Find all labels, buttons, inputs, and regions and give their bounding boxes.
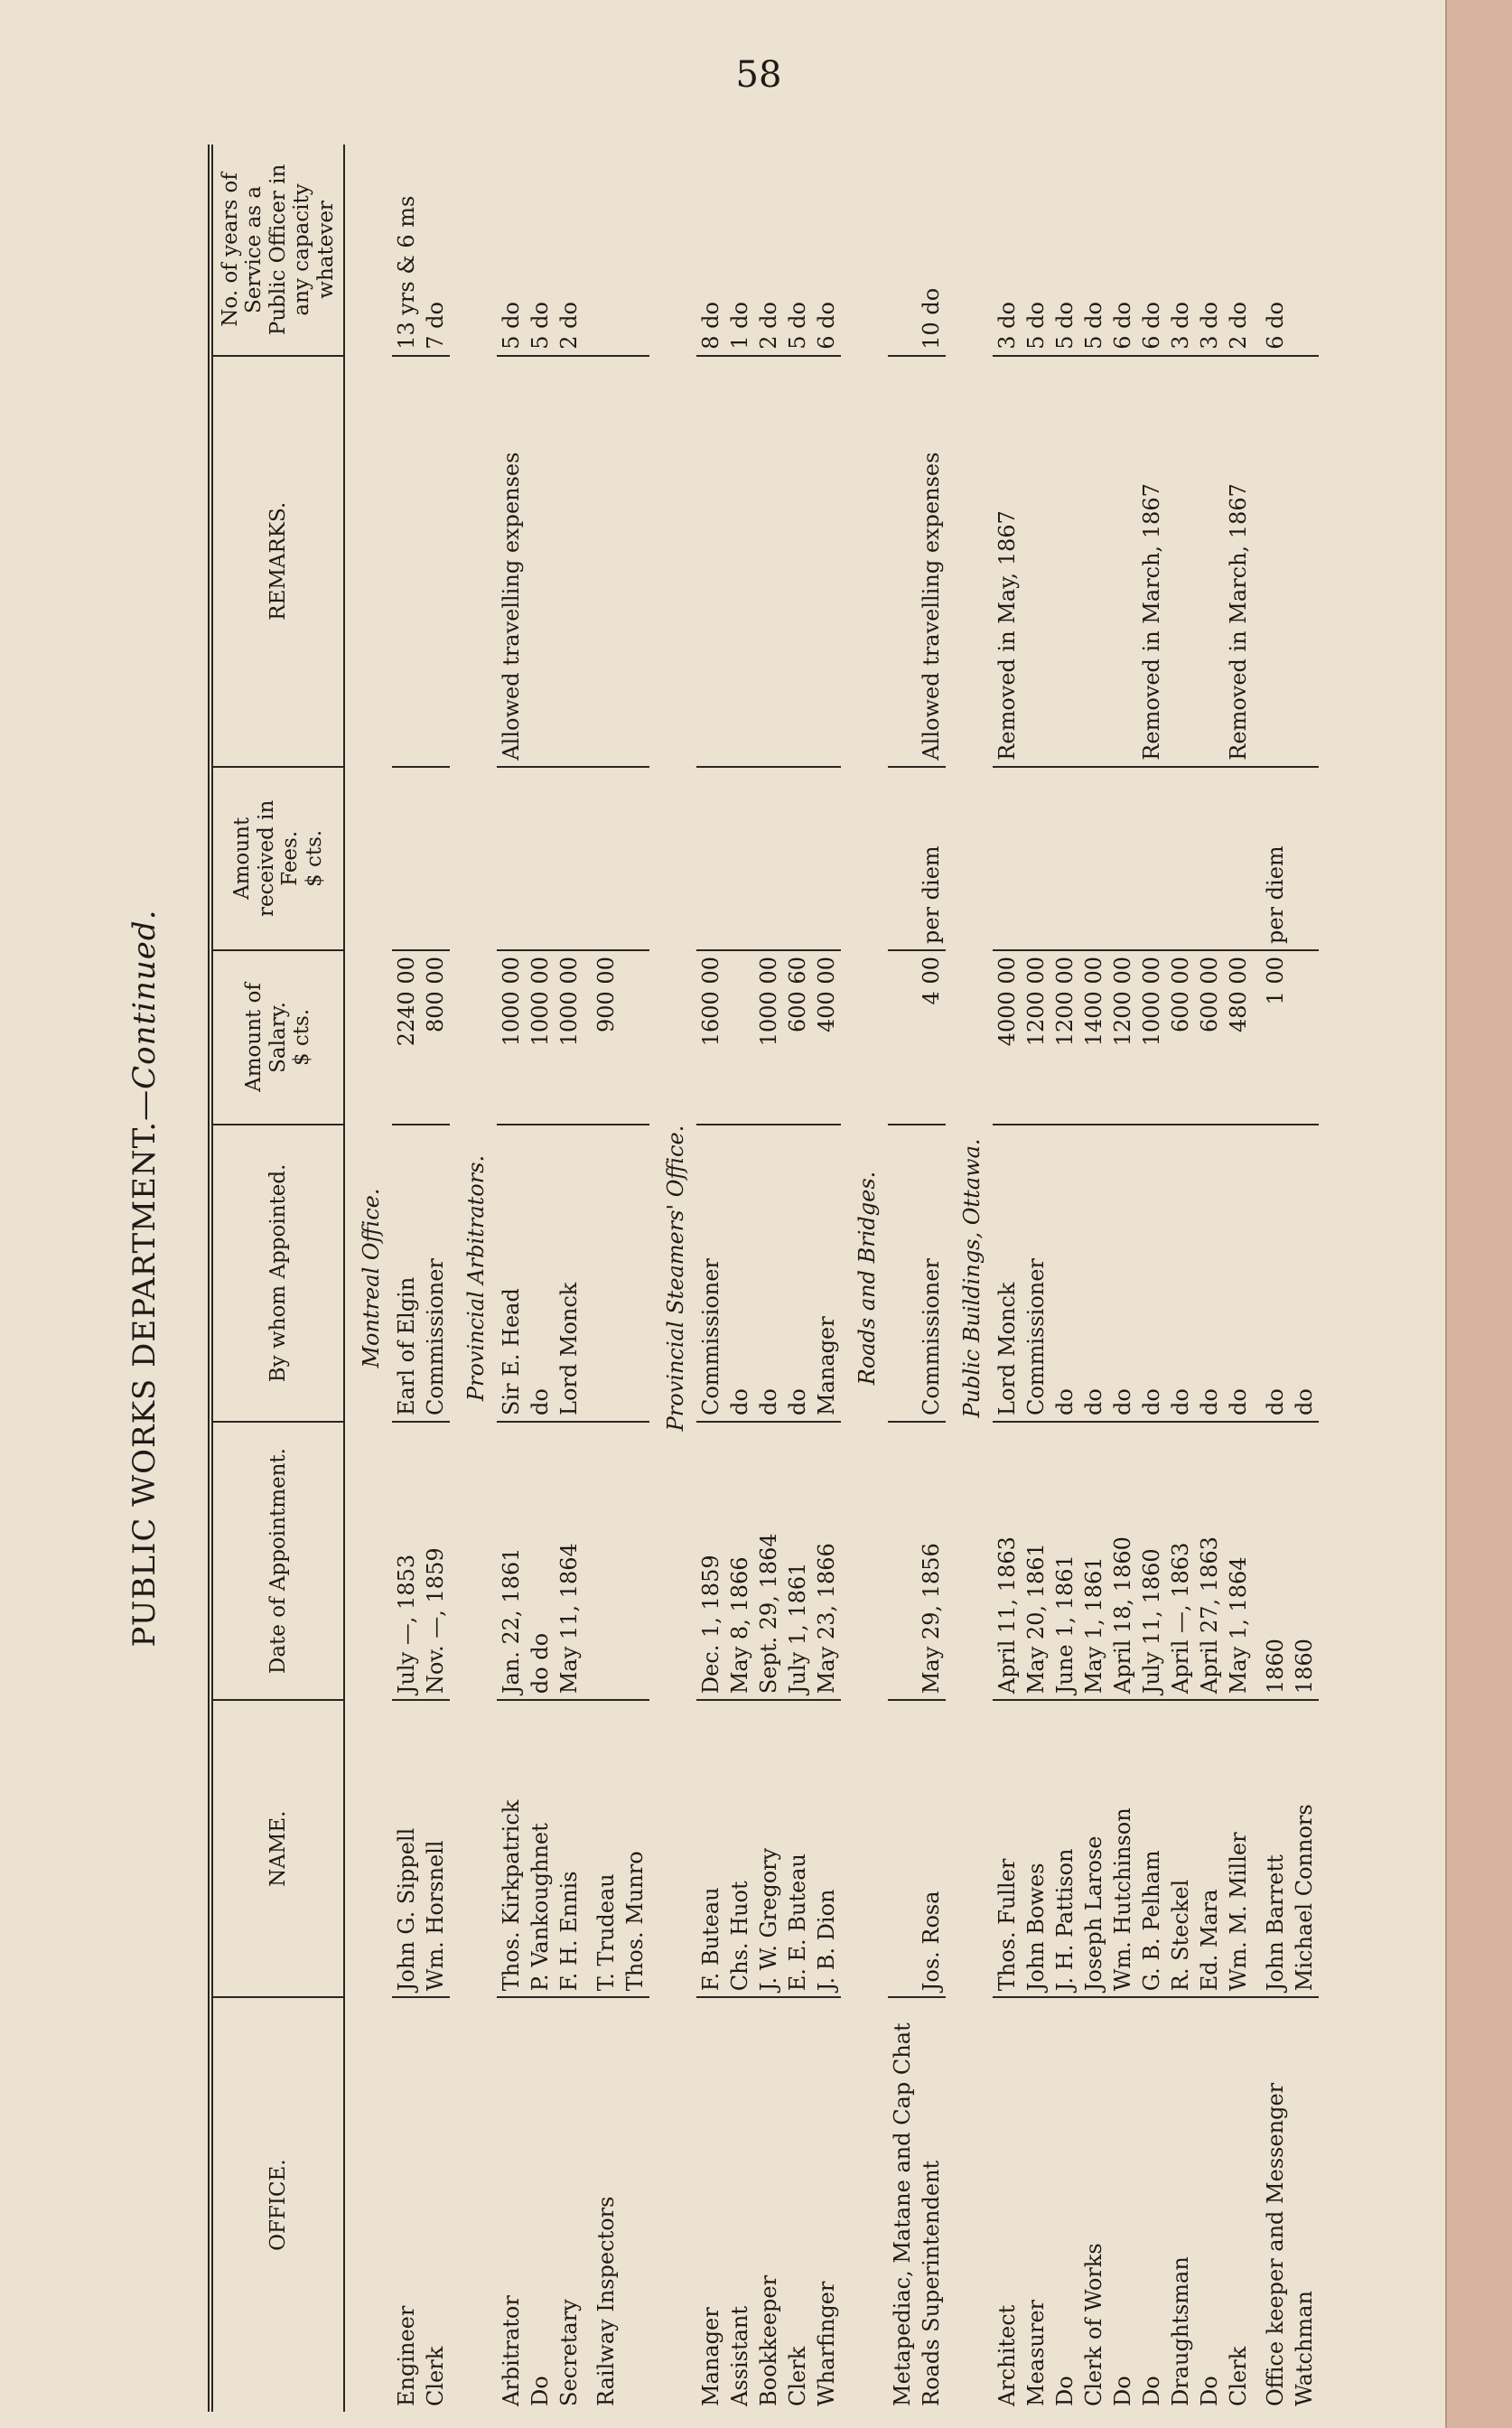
cell-name: R. Steckel bbox=[1166, 1700, 1195, 1997]
cell-by-whom bbox=[583, 1125, 621, 1422]
cell-salary: 1000 00 bbox=[1137, 950, 1166, 1125]
cell-by-whom: do bbox=[754, 1125, 783, 1422]
cell-years: 7 do bbox=[423, 302, 449, 350]
cell-office: Watchman bbox=[1290, 1997, 1319, 2412]
cell-fees bbox=[754, 767, 783, 950]
cell-remarks bbox=[1253, 356, 1290, 767]
cell-fees bbox=[888, 767, 917, 950]
table-row bbox=[1137, 145, 1166, 2412]
cell-years: 2 do bbox=[756, 302, 782, 350]
table-row bbox=[583, 145, 621, 2412]
cell-fees bbox=[783, 767, 812, 950]
cell-name: Wm. Hutchinson bbox=[1108, 1700, 1137, 1997]
cell-office: Assistant bbox=[725, 1997, 754, 2412]
cell-years: 2 do bbox=[556, 302, 583, 350]
cell-name: J. W. Gregory bbox=[754, 1700, 783, 1997]
header-salary bbox=[210, 950, 344, 1125]
header-fees bbox=[210, 767, 344, 950]
cell-remarks bbox=[888, 356, 917, 767]
table-row bbox=[1224, 145, 1253, 2412]
cell-fees bbox=[621, 767, 649, 950]
cell-salary: 1200 00 bbox=[1050, 950, 1079, 1125]
cell-by-whom: do bbox=[526, 1125, 555, 1422]
cell-name: John Barrett bbox=[1253, 1700, 1290, 1997]
cell-years: 5 do bbox=[1052, 302, 1078, 350]
cell-name: John G. Sippell bbox=[392, 1700, 421, 1997]
section-heading: Montreal Office. bbox=[359, 1188, 385, 1368]
cell-years: 3 do bbox=[1168, 302, 1194, 350]
cell-by-whom: Lord Monck bbox=[993, 1125, 1022, 1422]
cell-salary: 1000 00 bbox=[497, 950, 526, 1125]
section-heading: Roads and Bridges. bbox=[854, 1171, 881, 1386]
cell-by-whom: Sir E. Head bbox=[497, 1125, 526, 1422]
cell-by-whom bbox=[621, 1125, 649, 1422]
cell-fees bbox=[555, 767, 583, 950]
cell-name: J. B. Dion bbox=[812, 1700, 841, 1997]
header-fees-units: $ cts. bbox=[302, 829, 326, 887]
cell-remarks bbox=[1050, 356, 1079, 767]
cell-date bbox=[888, 1422, 917, 1700]
cell-remarks bbox=[812, 356, 841, 767]
cell-salary: 2240 00 bbox=[392, 950, 421, 1125]
cell-office: Clerk bbox=[421, 1997, 450, 2412]
cell-office: Secretary bbox=[555, 1997, 583, 2412]
cell-fees bbox=[1166, 767, 1195, 950]
cell-remarks bbox=[725, 356, 754, 767]
cell-years: 1 do bbox=[727, 302, 753, 350]
cell-name: G. B. Pelham bbox=[1137, 1700, 1166, 1997]
header-row bbox=[210, 145, 344, 2412]
cell-remarks bbox=[1195, 356, 1224, 767]
cell-years bbox=[621, 145, 649, 356]
cell-date: April —, 1863 bbox=[1166, 1422, 1195, 1700]
cell-salary bbox=[725, 950, 754, 1125]
table-body bbox=[344, 145, 1319, 2412]
cell-years: 6 do bbox=[1139, 302, 1165, 350]
table-row bbox=[526, 145, 555, 2412]
cell-years bbox=[1290, 145, 1319, 356]
section-heading-row bbox=[946, 145, 993, 2412]
cell-name: P. Vankoughnet bbox=[526, 1700, 555, 1997]
table-row bbox=[754, 145, 783, 2412]
table-row bbox=[421, 145, 450, 2412]
table-row bbox=[725, 145, 754, 2412]
cell-salary: 400 00 bbox=[812, 950, 841, 1125]
cell-office bbox=[621, 1997, 649, 2412]
cell-years: 5 do bbox=[1081, 302, 1107, 350]
section-heading: Public Buildings, Ottawa. bbox=[959, 1138, 985, 1418]
cell-by-whom: do bbox=[1224, 1125, 1253, 1422]
cell-years: 13 yrs & 6 ms bbox=[394, 195, 420, 350]
table-row bbox=[1290, 145, 1319, 2412]
cell-office: Clerk bbox=[1224, 1997, 1253, 2412]
cell-fees bbox=[1050, 767, 1079, 950]
cell-office: Office keeper and Messenger bbox=[1253, 1997, 1290, 2412]
cell-years: 6 do bbox=[1263, 302, 1289, 350]
cell-salary bbox=[621, 950, 649, 1125]
page-title bbox=[126, 145, 181, 2412]
table-row bbox=[917, 145, 946, 2412]
cell-years bbox=[583, 145, 621, 356]
cell-by-whom: do bbox=[1137, 1125, 1166, 1422]
cell-remarks: Removed in March, 1867 bbox=[1137, 356, 1166, 767]
cell-years: 10 do bbox=[919, 287, 945, 350]
cell-remarks: Allowed travelling expenses bbox=[497, 356, 526, 767]
table-row bbox=[1166, 145, 1195, 2412]
cell-years: 3 do bbox=[994, 302, 1021, 350]
cell-name: T. Trudeau bbox=[583, 1700, 621, 1997]
cell-office: Do bbox=[1050, 1997, 1079, 2412]
cell-name: Wm. Horsnell bbox=[421, 1700, 450, 1997]
section-heading: Provincial Arbitrators. bbox=[463, 1154, 490, 1402]
cell-name: F. H. Ennis bbox=[555, 1700, 583, 1997]
cell-remarks bbox=[621, 356, 649, 767]
cell-salary: 800 00 bbox=[421, 950, 450, 1125]
header-office: OFFICE. bbox=[210, 1997, 344, 2412]
cell-by-whom: do bbox=[1166, 1125, 1195, 1422]
cell-date: May 29, 1856 bbox=[917, 1422, 946, 1700]
cell-date: May 1, 1861 bbox=[1079, 1422, 1108, 1700]
cell-salary: 1600 00 bbox=[696, 950, 725, 1125]
cell-remarks bbox=[1079, 356, 1108, 767]
cell-date: May 8, 1866 bbox=[725, 1422, 754, 1700]
cell-remarks: Allowed travelling expenses bbox=[917, 356, 946, 767]
table-row bbox=[497, 145, 526, 2412]
cell-office: Architect bbox=[993, 1997, 1022, 2412]
cell-date: Nov. —, 1859 bbox=[421, 1422, 450, 1700]
cell-by-whom: Commissioner bbox=[696, 1125, 725, 1422]
cell-remarks bbox=[392, 356, 421, 767]
cell-by-whom: Lord Monck bbox=[555, 1125, 583, 1422]
table-row bbox=[993, 145, 1022, 2412]
cell-by-whom: do bbox=[1290, 1125, 1319, 1422]
cell-fees bbox=[497, 767, 526, 950]
cell-by-whom: do bbox=[1050, 1125, 1079, 1422]
cell-office: Measurer bbox=[1022, 1997, 1050, 2412]
cell-remarks bbox=[754, 356, 783, 767]
section-heading-row bbox=[450, 145, 497, 2412]
cell-by-whom: do bbox=[1108, 1125, 1137, 1422]
cell-fees bbox=[1224, 767, 1253, 950]
cell-fees bbox=[1195, 767, 1224, 950]
cell-remarks bbox=[526, 356, 555, 767]
cell-salary: 600 00 bbox=[1195, 950, 1224, 1125]
cell-salary: 1000 00 bbox=[526, 950, 555, 1125]
cell-office: Clerk of Works bbox=[1079, 1997, 1108, 2412]
cell-date: 1860 bbox=[1253, 1422, 1290, 1700]
cell-remarks bbox=[783, 356, 812, 767]
header-years: No. of years of Service as a Public Officer in any capacity whatever bbox=[210, 145, 344, 356]
section-heading-row bbox=[344, 145, 392, 2412]
cell-office: Do bbox=[526, 1997, 555, 2412]
cell-name: J. H. Pattison bbox=[1050, 1700, 1079, 1997]
cell-date: July —, 1853 bbox=[392, 1422, 421, 1700]
header-date: Date of Appointment. bbox=[210, 1422, 344, 1700]
cell-by-whom: do bbox=[1079, 1125, 1108, 1422]
cell-by-whom bbox=[888, 1125, 917, 1422]
cell-date: Jan. 22, 1861 bbox=[497, 1422, 526, 1700]
table-row bbox=[1108, 145, 1137, 2412]
cell-salary: 1000 00 bbox=[555, 950, 583, 1125]
cell-fees bbox=[812, 767, 841, 950]
cell-salary: 4 00 bbox=[917, 950, 946, 1125]
section-heading-row bbox=[649, 145, 696, 2412]
cell-years: 5 do bbox=[499, 302, 525, 350]
cell-fees bbox=[526, 767, 555, 950]
cell-salary: 480 00 bbox=[1224, 950, 1253, 1125]
page-number: 58 bbox=[735, 54, 782, 96]
cell-fees bbox=[1290, 767, 1319, 950]
cell-fees bbox=[696, 767, 725, 950]
cell-date: May 1, 1864 bbox=[1224, 1422, 1253, 1700]
cell-remarks bbox=[1290, 356, 1319, 767]
cell-name: Joseph Larose bbox=[1079, 1700, 1108, 1997]
cell-office: Arbitrator bbox=[497, 1997, 526, 2412]
cell-by-whom: Commissioner bbox=[1022, 1125, 1050, 1422]
cell-office: Manager bbox=[696, 1997, 725, 2412]
cell-date: July 1, 1861 bbox=[783, 1422, 812, 1700]
cell-fees: per diem bbox=[917, 767, 946, 950]
cell-date: do do bbox=[526, 1422, 555, 1700]
cell-name: F. Buteau bbox=[696, 1700, 725, 1997]
cell-salary: 1 00 bbox=[1253, 950, 1290, 1125]
title-main: PUBLIC WORKS DEPARTMENT. bbox=[126, 1120, 163, 1648]
header-by-whom: By whom Appointed. bbox=[210, 1125, 344, 1422]
cell-remarks bbox=[1108, 356, 1137, 767]
cell-years: 6 do bbox=[814, 302, 840, 350]
table-row bbox=[1253, 145, 1290, 2412]
header-salary-label: Amount of Salary. bbox=[242, 983, 290, 1092]
cell-remarks: Removed in March, 1867 bbox=[1224, 356, 1253, 767]
cell-office: Clerk bbox=[783, 1997, 812, 2412]
table-row bbox=[555, 145, 583, 2412]
cell-salary bbox=[1290, 950, 1319, 1125]
cell-by-whom: Manager bbox=[812, 1125, 841, 1422]
cell-date: April 27, 1863 bbox=[1195, 1422, 1224, 1700]
cell-fees bbox=[392, 767, 421, 950]
cell-office: Do bbox=[1195, 1997, 1224, 2412]
cell-fees: per diem bbox=[1253, 767, 1290, 950]
cell-office: Roads Superintendent bbox=[917, 1997, 946, 2412]
title-suffix: —Continued. bbox=[126, 909, 163, 1121]
cell-by-whom: do bbox=[1195, 1125, 1224, 1422]
cell-name: Thos. Kirkpatrick bbox=[497, 1700, 526, 1997]
cell-years bbox=[888, 145, 917, 356]
cell-remarks: Removed in May, 1867 bbox=[993, 356, 1022, 767]
cell-salary: 900 00 bbox=[583, 950, 621, 1125]
cell-years: 2 do bbox=[1226, 302, 1252, 350]
table-row bbox=[621, 145, 649, 2412]
cell-office: Wharfinger bbox=[812, 1997, 841, 2412]
table-row bbox=[888, 145, 917, 2412]
cell-office: Railway Inspectors bbox=[583, 1997, 621, 2412]
cell-remarks bbox=[1166, 356, 1195, 767]
cell-by-whom: Earl of Elgin bbox=[392, 1125, 421, 1422]
cell-fees bbox=[583, 767, 621, 950]
cell-years: 5 do bbox=[527, 302, 554, 350]
cell-name: Chs. Huot bbox=[725, 1700, 754, 1997]
cell-office: Bookkeeper bbox=[754, 1997, 783, 2412]
staff-table bbox=[208, 145, 1319, 2412]
cell-years: 5 do bbox=[785, 302, 811, 350]
cell-date: 1860 bbox=[1290, 1422, 1319, 1700]
section-heading: Provincial Steamers' Office. bbox=[663, 1125, 689, 1432]
cell-name: Thos. Fuller bbox=[993, 1700, 1022, 1997]
cell-fees bbox=[421, 767, 450, 950]
cell-date: May 20, 1861 bbox=[1022, 1422, 1050, 1700]
table-row bbox=[696, 145, 725, 2412]
cell-office: Do bbox=[1137, 1997, 1166, 2412]
cell-salary: 1200 00 bbox=[1108, 950, 1137, 1125]
cell-salary: 1400 00 bbox=[1079, 950, 1108, 1125]
cell-date: June 1, 1861 bbox=[1050, 1422, 1079, 1700]
cell-remarks bbox=[555, 356, 583, 767]
table-row bbox=[1195, 145, 1224, 2412]
cell-fees bbox=[993, 767, 1022, 950]
cell-date bbox=[621, 1422, 649, 1700]
cell-fees bbox=[1108, 767, 1137, 950]
cell-date: July 11, 1860 bbox=[1137, 1422, 1166, 1700]
cell-office: Do bbox=[1108, 1997, 1137, 2412]
cell-date: May 23, 1866 bbox=[812, 1422, 841, 1700]
cell-remarks bbox=[421, 356, 450, 767]
header-fees-label: Amount received in Fees. bbox=[230, 799, 303, 917]
cell-name: John Bowes bbox=[1022, 1700, 1050, 1997]
cell-name: E. E. Buteau bbox=[783, 1700, 812, 1997]
header-name: NAME. bbox=[210, 1700, 344, 1997]
rotated-table-block bbox=[126, 145, 1409, 2412]
cell-years: 8 do bbox=[698, 302, 724, 350]
header-remarks: REMARKS. bbox=[210, 356, 344, 767]
cell-date: May 11, 1864 bbox=[555, 1422, 583, 1700]
table-row bbox=[1079, 145, 1108, 2412]
cell-salary: 1000 00 bbox=[754, 950, 783, 1125]
cell-salary: 1200 00 bbox=[1022, 950, 1050, 1125]
header-salary-units: $ cts. bbox=[290, 1008, 314, 1067]
cell-remarks bbox=[696, 356, 725, 767]
cell-office: Metapediac, Matane and Cap Chat bbox=[888, 1997, 917, 2412]
table-row bbox=[1050, 145, 1079, 2412]
cell-years: 5 do bbox=[1023, 302, 1050, 350]
cell-name bbox=[888, 1700, 917, 1997]
adjacent-page-edge bbox=[1445, 0, 1512, 2428]
cell-date: April 11, 1863 bbox=[993, 1422, 1022, 1700]
cell-office: Engineer bbox=[392, 1997, 421, 2412]
cell-by-whom: Commissioner bbox=[421, 1125, 450, 1422]
cell-name: Michael Connors bbox=[1290, 1700, 1319, 1997]
cell-by-whom: do bbox=[725, 1125, 754, 1422]
cell-office: Draughtsman bbox=[1166, 1997, 1195, 2412]
cell-name: Jos. Rosa bbox=[917, 1700, 946, 1997]
cell-date: Dec. 1, 1859 bbox=[696, 1422, 725, 1700]
cell-name: Thos. Munro bbox=[621, 1700, 649, 1997]
cell-date: Sept. 29, 1864 bbox=[754, 1422, 783, 1700]
cell-date: April 18, 1860 bbox=[1108, 1422, 1137, 1700]
cell-name: Ed. Mara bbox=[1195, 1700, 1224, 1997]
table-row bbox=[1022, 145, 1050, 2412]
cell-years: 3 do bbox=[1197, 302, 1223, 350]
table-row bbox=[392, 145, 421, 2412]
cell-salary: 4000 00 bbox=[993, 950, 1022, 1125]
cell-fees bbox=[1079, 767, 1108, 950]
cell-years: 6 do bbox=[1110, 302, 1136, 350]
cell-salary bbox=[888, 950, 917, 1125]
cell-date bbox=[583, 1422, 621, 1700]
section-heading-row bbox=[841, 145, 888, 2412]
table-row bbox=[812, 145, 841, 2412]
cell-by-whom: do bbox=[783, 1125, 812, 1422]
cell-salary: 600 00 bbox=[1166, 950, 1195, 1125]
cell-remarks bbox=[583, 356, 621, 767]
cell-fees bbox=[1022, 767, 1050, 950]
table-row bbox=[783, 145, 812, 2412]
cell-remarks bbox=[1022, 356, 1050, 767]
cell-by-whom: Commissioner bbox=[917, 1125, 946, 1422]
cell-fees bbox=[725, 767, 754, 950]
cell-by-whom: do bbox=[1253, 1125, 1290, 1422]
cell-fees bbox=[1137, 767, 1166, 950]
cell-name: Wm. M. Miller bbox=[1224, 1700, 1253, 1997]
cell-salary: 600 60 bbox=[783, 950, 812, 1125]
